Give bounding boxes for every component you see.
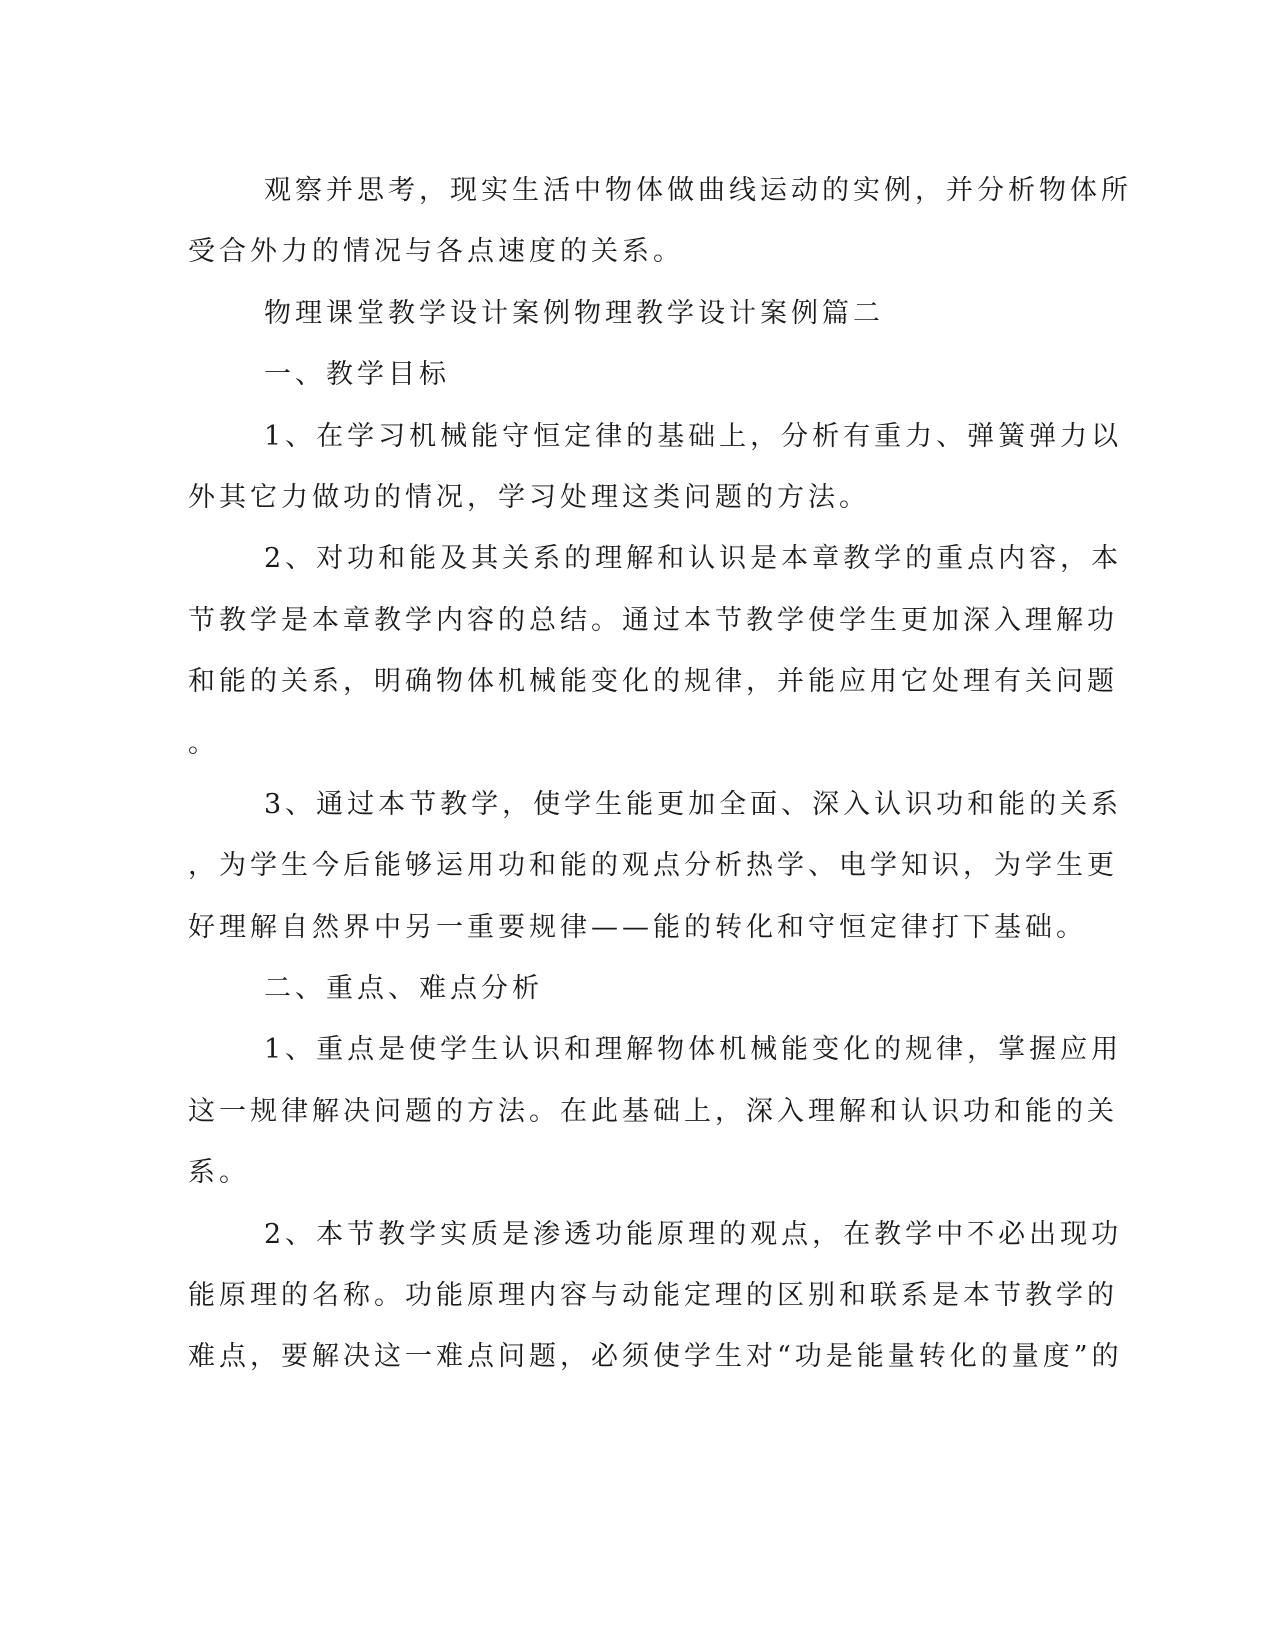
paragraph-line: 外其它力做功的情况，学习处理这类问题的方法。 — [188, 481, 870, 513]
paragraph-line: ，为学生今后能够运用功和能的观点分析热学、电学知识，为学生更 — [188, 850, 1118, 882]
section-title: 物理课堂教学设计案例物理教学设计案例篇二 — [264, 297, 884, 329]
paragraph-line: 3、通过本节教学，使学生能更加全面、深入认识功和能的关系 — [264, 788, 1123, 820]
document-body — [188, 160, 1132, 1388]
paragraph-line: 这一规律解决问题的方法。在此基础上，深入理解和认识功和能的关 — [188, 1095, 1118, 1127]
paragraph-line: 观察并思考，现实生活中物体做曲线运动的实例，并分析物体所 — [264, 175, 1132, 206]
paragraph-line: 。 — [188, 727, 219, 759]
paragraph-line: 和能的关系，明确物体机械能变化的规律，并能应用它处理有关问题 — [188, 666, 1118, 698]
paragraph-line: 1、在学习机械能守恒定律的基础上，分析有重力、弹簧弹力以 — [264, 420, 1123, 452]
paragraph-line: 好理解自然界中另一重要规律——能的转化和守恒定律打下基础。 — [188, 911, 1087, 943]
paragraph-line: 节教学是本章教学内容的总结。通过本节教学使学生更加深入理解功 — [188, 604, 1118, 636]
heading-key-points: 二、重点、难点分析 — [264, 973, 543, 1005]
paragraph-line: 2、对功和能及其关系的理解和认识是本章教学的重点内容，本 — [264, 543, 1123, 575]
paragraph-line: 能原理的名称。功能原理内容与动能定理的区别和联系是本节教学的 — [188, 1280, 1118, 1312]
paragraph-line: 1、重点是使学生认识和理解物体机械能变化的规律，掌握应用 — [264, 1034, 1123, 1066]
paragraph-line: 受合外力的情况与各点速度的关系。 — [188, 236, 684, 268]
paragraph-line: 难点，要解决这一难点问题，必须使学生对“功是能量转化的量度”的 — [188, 1341, 1123, 1373]
paragraph-line: 系。 — [188, 1157, 250, 1189]
heading-teaching-goals: 一、教学目标 — [264, 359, 450, 391]
paragraph-line: 2、本节教学实质是渗透功能原理的观点，在教学中不必出现功 — [264, 1218, 1123, 1250]
